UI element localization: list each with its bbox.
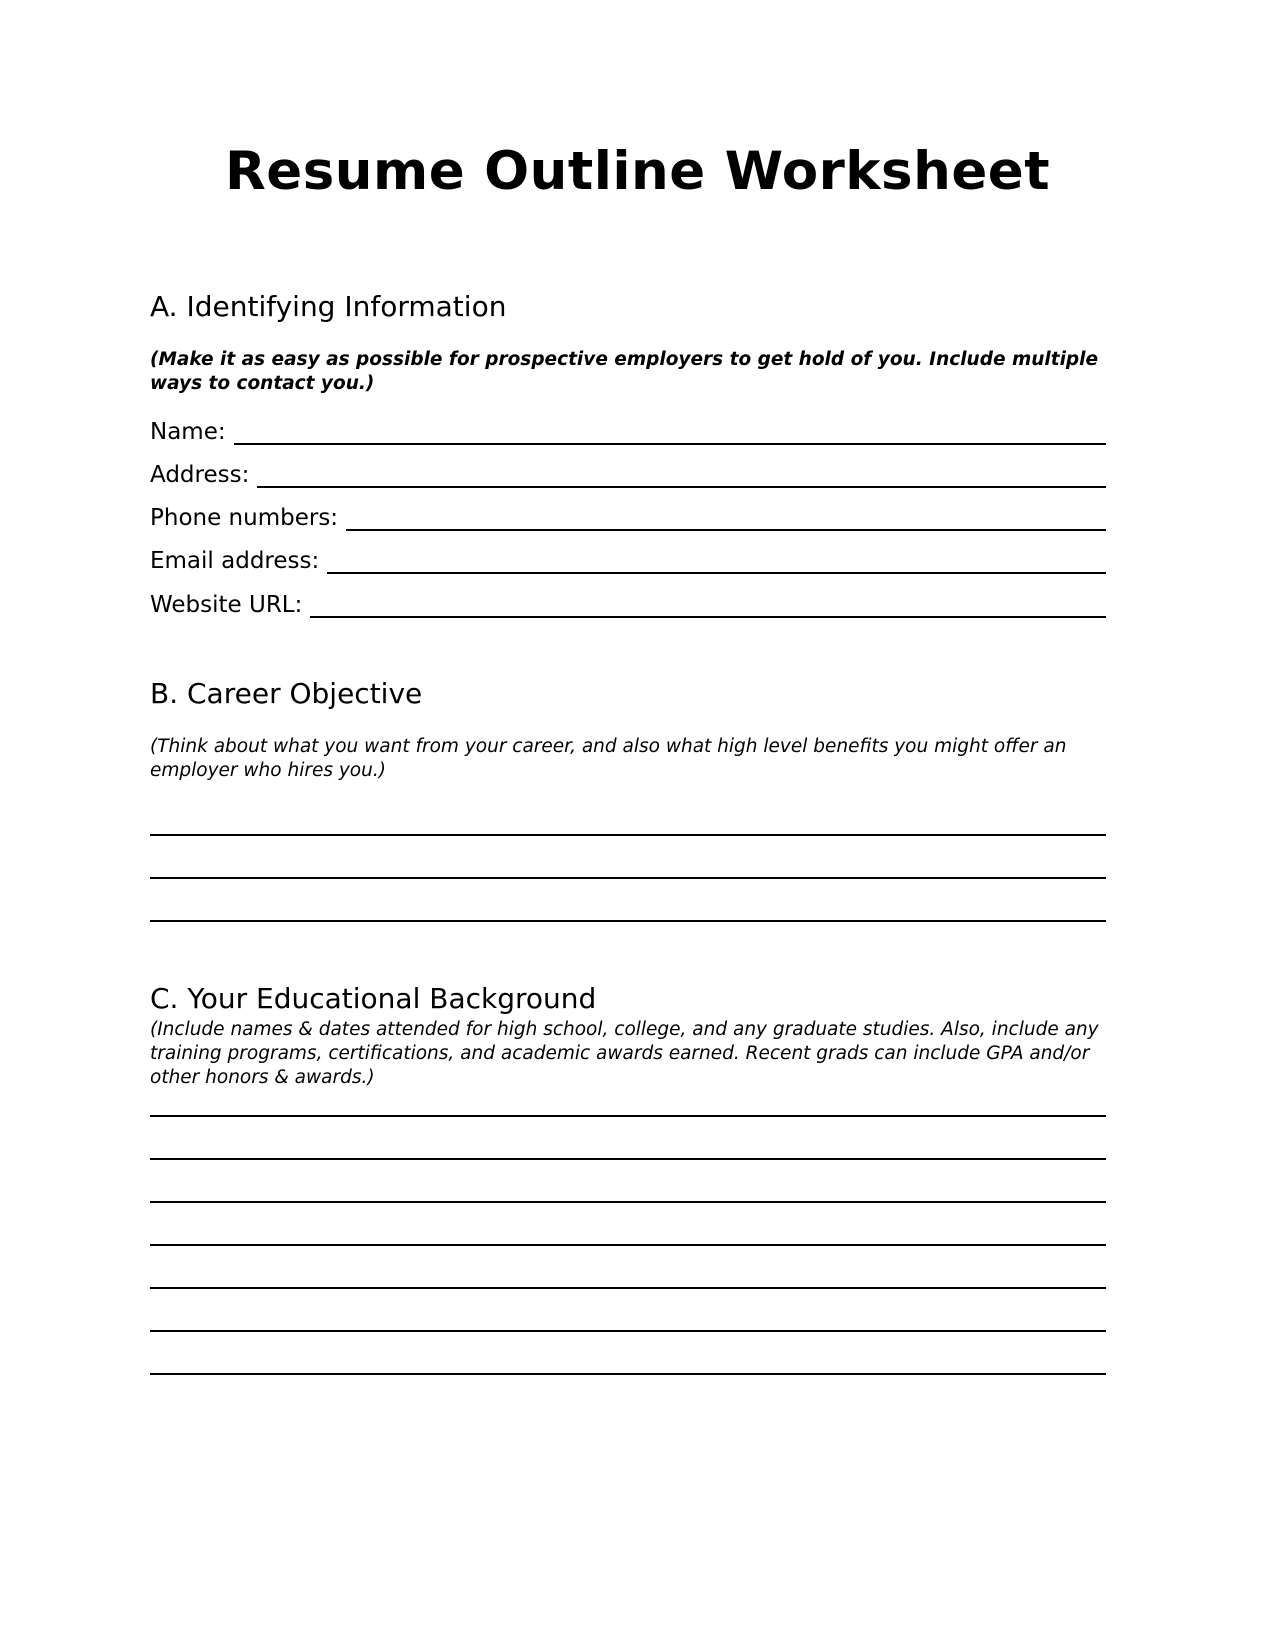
education-line-4[interactable]	[150, 1244, 1106, 1246]
address-line[interactable]	[257, 485, 1106, 488]
email-address-line[interactable]	[327, 571, 1106, 574]
career-objective-line-3[interactable]	[150, 920, 1106, 922]
education-line-5[interactable]	[150, 1287, 1106, 1289]
section-a-heading: A. Identifying Information	[150, 290, 507, 323]
website-url-field[interactable]	[150, 585, 1106, 621]
education-line-6[interactable]	[150, 1330, 1106, 1332]
career-objective-line-1[interactable]	[150, 834, 1106, 836]
section-c-instructions: (Include names & dates attended for high school, college, and any graduate studies. Also, include any training programs, certifications, and academic awards earned. Recent grads can include GPA and/or other honors & awards.)	[150, 1019, 1099, 1088]
section-b-instructions: (Think about what you want from your career, and also what high level benefits you might offer an employer who hires you.)	[150, 736, 1067, 781]
section-b-heading: B. Career Objective	[150, 677, 423, 710]
education-line-3[interactable]	[150, 1201, 1106, 1203]
education-line-7[interactable]	[150, 1373, 1106, 1375]
education-line-2[interactable]	[150, 1158, 1106, 1160]
name-label: Name:	[150, 419, 226, 445]
website-url-label: Website URL:	[150, 592, 303, 618]
page-title: Resume Outline Worksheet	[224, 141, 1051, 202]
career-objective-line-2[interactable]	[150, 877, 1106, 879]
phone-numbers-line[interactable]	[346, 528, 1106, 531]
section-c-heading: C. Your Educational Background	[150, 982, 597, 1015]
email-address-label: Email address:	[150, 548, 320, 574]
address-label: Address:	[150, 462, 250, 488]
phone-numbers-field[interactable]	[150, 498, 1106, 534]
website-url-line[interactable]	[310, 615, 1106, 618]
section-a-instructions: (Make it as easy as possible for prospective employers to get hold of you. Include multiple ways to contact you.)	[150, 349, 1099, 394]
address-field[interactable]	[150, 455, 1106, 491]
name-line[interactable]	[234, 442, 1106, 445]
name-field[interactable]	[150, 412, 1106, 448]
education-line-1[interactable]	[150, 1115, 1106, 1117]
email-address-field[interactable]	[150, 541, 1106, 577]
phone-numbers-label: Phone numbers:	[150, 505, 339, 531]
